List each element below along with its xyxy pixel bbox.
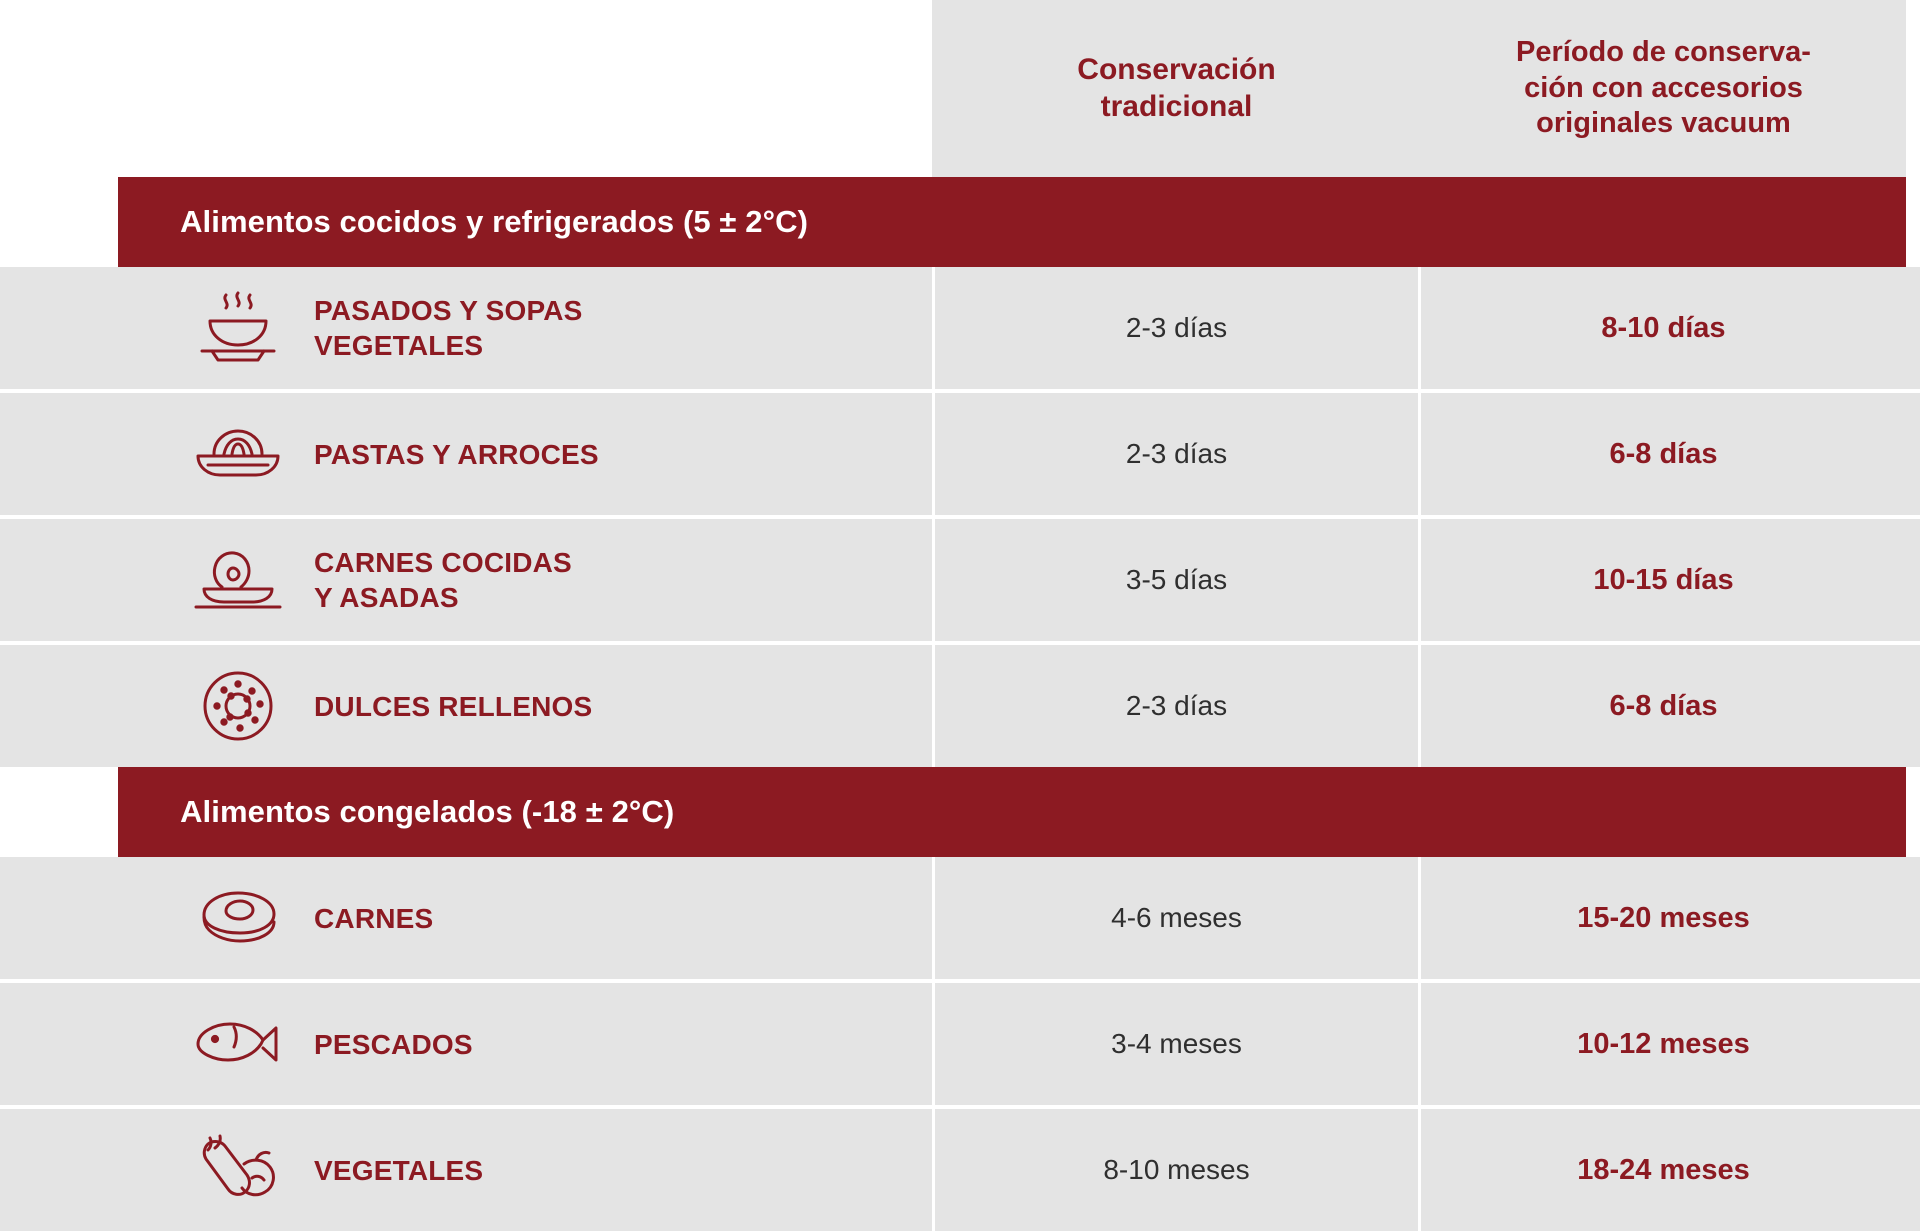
header-traditional-line2: tradicional bbox=[1100, 89, 1253, 123]
header-right-spacer bbox=[1906, 0, 1920, 177]
table-row bbox=[0, 267, 1920, 389]
steak-icon bbox=[184, 875, 292, 961]
header-vacuum-line3: originales vacuum bbox=[1536, 107, 1791, 140]
vegetables-icon bbox=[184, 1127, 292, 1213]
header-vacuum-line1: Período de conserva- bbox=[1516, 36, 1811, 69]
vacuum-value: 10-15 días bbox=[1421, 519, 1906, 641]
soup-bowl-icon bbox=[184, 285, 292, 371]
traditional-value: 3-4 meses bbox=[932, 983, 1421, 1105]
header-label-column bbox=[122, 0, 932, 177]
food-name-line2: Y ASADAS bbox=[314, 582, 459, 613]
table-row bbox=[0, 645, 1920, 767]
section-title-frozen: Alimentos congelados (-18 ± 2°C) bbox=[118, 767, 1906, 857]
food-name-line1: PASADOS Y SOPAS bbox=[314, 295, 583, 326]
traditional-value: 2-3 días bbox=[932, 267, 1421, 389]
traditional-value: 4-6 meses bbox=[932, 857, 1421, 979]
donut-icon bbox=[184, 663, 292, 749]
row-right-pad bbox=[1906, 645, 1920, 767]
row-label-cell bbox=[122, 645, 932, 767]
food-name-line1: CARNES COCIDAS bbox=[314, 547, 572, 578]
vacuum-value: 8-10 días bbox=[1421, 267, 1906, 389]
food-name-line2: VEGETALES bbox=[314, 330, 484, 361]
fish-icon bbox=[184, 1001, 292, 1087]
section-band-refrigerated bbox=[0, 177, 1920, 267]
header-vacuum-line2: ción con accesorios bbox=[1524, 71, 1803, 104]
table-row bbox=[0, 857, 1920, 979]
row-right-pad bbox=[1906, 519, 1920, 641]
row-left-pad bbox=[0, 645, 122, 767]
row-left-pad bbox=[0, 519, 122, 641]
band-left-pad-2 bbox=[0, 767, 118, 857]
food-name-line1: VEGETALES bbox=[314, 1154, 484, 1186]
band-right-pad-1 bbox=[1906, 177, 1920, 267]
row-label-cell bbox=[122, 393, 932, 515]
row-label-cell bbox=[122, 983, 932, 1105]
food-name bbox=[314, 901, 433, 936]
food-name bbox=[314, 293, 583, 363]
pasta-plate-icon bbox=[184, 411, 292, 497]
vacuum-value: 18-24 meses bbox=[1421, 1109, 1906, 1231]
food-name bbox=[314, 1153, 483, 1188]
row-label-cell bbox=[122, 857, 932, 979]
food-name-line1: CARNES bbox=[314, 902, 434, 934]
row-right-pad bbox=[1906, 267, 1920, 389]
row-left-pad bbox=[0, 393, 122, 515]
vacuum-value: 6-8 días bbox=[1421, 645, 1906, 767]
table-row bbox=[0, 983, 1920, 1105]
table-row bbox=[0, 519, 1920, 641]
row-label-cell bbox=[122, 519, 932, 641]
band-left-pad-1 bbox=[0, 177, 118, 267]
table-row bbox=[0, 393, 1920, 515]
row-left-pad bbox=[0, 857, 122, 979]
roast-meat-platter-icon bbox=[184, 537, 292, 623]
table-row bbox=[0, 1109, 1920, 1231]
row-right-pad bbox=[1906, 983, 1920, 1105]
section-title-refrigerated: Alimentos cocidos y refrigerados (5 ± 2°C) bbox=[118, 177, 1906, 267]
table-header-row bbox=[0, 0, 1920, 177]
traditional-value: 8-10 meses bbox=[932, 1109, 1421, 1231]
food-name-line1: PESCADOS bbox=[314, 1028, 473, 1060]
vacuum-value: 15-20 meses bbox=[1421, 857, 1906, 979]
header-vacuum-column bbox=[1421, 0, 1906, 177]
food-name bbox=[314, 689, 592, 724]
section-band-frozen bbox=[0, 767, 1920, 857]
row-left-pad bbox=[0, 1109, 122, 1231]
header-traditional-line1: Conservación bbox=[1077, 52, 1276, 86]
row-left-pad bbox=[0, 983, 122, 1105]
vacuum-value: 10-12 meses bbox=[1421, 983, 1906, 1105]
header-left-spacer bbox=[0, 0, 122, 177]
row-label-cell bbox=[122, 267, 932, 389]
header-traditional-column bbox=[932, 0, 1421, 177]
traditional-value: 2-3 días bbox=[932, 645, 1421, 767]
band-right-pad-2 bbox=[1906, 767, 1920, 857]
row-label-cell bbox=[122, 1109, 932, 1231]
traditional-value: 3-5 días bbox=[932, 519, 1421, 641]
food-name bbox=[314, 545, 572, 615]
food-name-line1: DULCES RELLENOS bbox=[314, 690, 593, 722]
traditional-value: 2-3 días bbox=[932, 393, 1421, 515]
food-name bbox=[314, 437, 599, 472]
row-right-pad bbox=[1906, 393, 1920, 515]
row-right-pad bbox=[1906, 857, 1920, 979]
vacuum-value: 6-8 días bbox=[1421, 393, 1906, 515]
row-left-pad bbox=[0, 267, 122, 389]
food-name-line1: PASTAS Y ARROCES bbox=[314, 438, 599, 470]
row-right-pad bbox=[1906, 1109, 1920, 1231]
food-name bbox=[314, 1027, 473, 1062]
